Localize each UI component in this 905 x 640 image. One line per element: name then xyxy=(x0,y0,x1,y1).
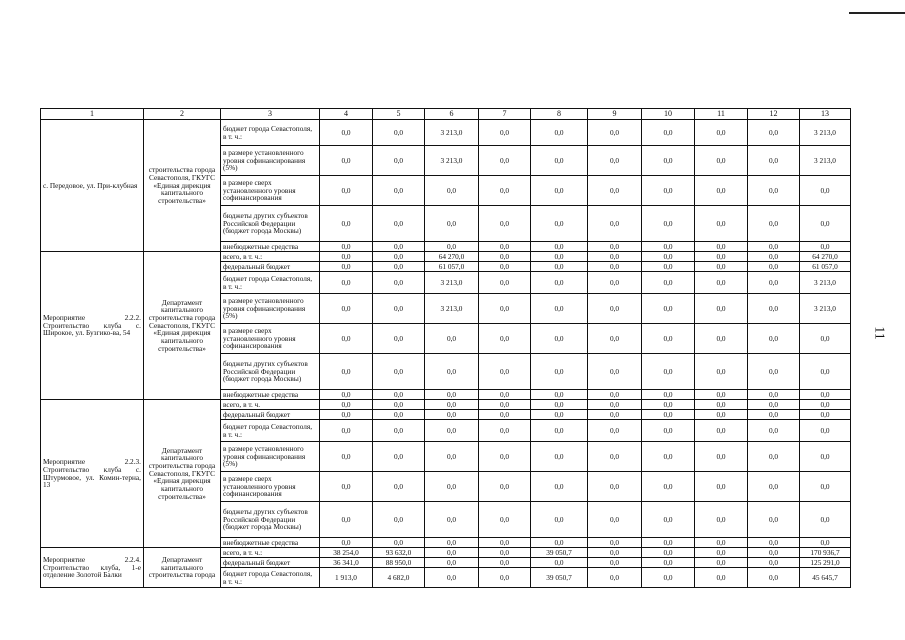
value-cell: 0,0 xyxy=(320,120,373,146)
column-header-1: 1 xyxy=(41,109,144,120)
value-cell: 0,0 xyxy=(373,120,425,146)
value-cell: 0,0 xyxy=(320,272,373,294)
funding-source-label: бюджет города Севастополя, в т. ч.: xyxy=(221,272,320,294)
value-cell: 0,0 xyxy=(320,294,373,324)
value-cell: 0,0 xyxy=(642,558,695,568)
value-cell: 0,0 xyxy=(479,262,531,272)
value-cell: 0,0 xyxy=(588,146,642,176)
value-cell: 0,0 xyxy=(748,390,800,400)
funding-source-label: внебюджетные средства xyxy=(221,538,320,548)
value-cell: 0,0 xyxy=(320,354,373,390)
measure-name: Мероприятие 2.2.3. Строительство клуба с. Штурмовое, ул. Комин-терна, 13 xyxy=(41,400,144,548)
value-cell: 0,0 xyxy=(588,568,642,588)
value-cell: 0,0 xyxy=(800,472,851,502)
column-header-9: 9 xyxy=(588,109,642,120)
value-cell: 0,0 xyxy=(479,410,531,420)
value-cell: 0,0 xyxy=(320,252,373,262)
column-header-4: 4 xyxy=(320,109,373,120)
value-cell: 0,0 xyxy=(695,472,748,502)
value-cell: 64 270,0 xyxy=(800,252,851,262)
top-rule xyxy=(849,12,905,14)
funding-source-label: бюджет города Севастополя, в т. ч.: xyxy=(221,120,320,146)
value-cell: 0,0 xyxy=(479,390,531,400)
column-header-7: 7 xyxy=(479,109,531,120)
value-cell: 0,0 xyxy=(748,568,800,588)
value-cell: 0,0 xyxy=(531,252,588,262)
value-cell: 0,0 xyxy=(373,146,425,176)
value-cell: 0,0 xyxy=(373,252,425,262)
value-cell: 0,0 xyxy=(425,568,479,588)
value-cell: 0,0 xyxy=(479,568,531,588)
value-cell: 0,0 xyxy=(479,294,531,324)
funding-source-label: федеральный бюджет xyxy=(221,410,320,420)
value-cell: 0,0 xyxy=(695,442,748,472)
value-cell: 0,0 xyxy=(531,400,588,410)
value-cell: 0,0 xyxy=(695,400,748,410)
value-cell: 0,0 xyxy=(373,176,425,206)
value-cell: 0,0 xyxy=(373,262,425,272)
value-cell: 0,0 xyxy=(479,120,531,146)
value-cell: 0,0 xyxy=(425,354,479,390)
value-cell: 0,0 xyxy=(588,390,642,400)
value-cell: 0,0 xyxy=(531,558,588,568)
value-cell: 0,0 xyxy=(800,324,851,354)
value-cell: 0,0 xyxy=(748,400,800,410)
value-cell: 0,0 xyxy=(695,252,748,262)
funding-source-label: в размере установленного уровня софинансирования (5%) xyxy=(221,294,320,324)
value-cell: 0,0 xyxy=(748,252,800,262)
value-cell: 0,0 xyxy=(695,294,748,324)
header-row xyxy=(41,109,851,120)
value-cell: 0,0 xyxy=(531,272,588,294)
value-cell: 0,0 xyxy=(479,146,531,176)
funding-source-label: бюджеты других субъектов Российской Федерации (бюджет города Москвы) xyxy=(221,354,320,390)
value-cell: 0,0 xyxy=(800,502,851,538)
value-cell: 0,0 xyxy=(588,354,642,390)
value-cell: 0,0 xyxy=(695,120,748,146)
value-cell: 0,0 xyxy=(320,400,373,410)
value-cell: 0,0 xyxy=(642,242,695,252)
value-cell: 0,0 xyxy=(531,176,588,206)
value-cell: 0,0 xyxy=(800,206,851,242)
value-cell: 0,0 xyxy=(479,442,531,472)
column-header-10: 10 xyxy=(642,109,695,120)
funding-source-label: всего, в т. ч. xyxy=(221,400,320,410)
value-cell: 39 050,7 xyxy=(531,548,588,558)
value-cell: 0,0 xyxy=(695,568,748,588)
value-cell: 0,0 xyxy=(800,538,851,548)
value-cell: 0,0 xyxy=(320,442,373,472)
column-header-8: 8 xyxy=(531,109,588,120)
value-cell: 0,0 xyxy=(748,272,800,294)
value-cell: 0,0 xyxy=(588,272,642,294)
value-cell: 0,0 xyxy=(748,502,800,538)
value-cell: 39 050,7 xyxy=(531,568,588,588)
value-cell: 0,0 xyxy=(642,568,695,588)
value-cell: 36 341,0 xyxy=(320,558,373,568)
table-body xyxy=(41,120,851,588)
financing-table xyxy=(40,108,851,588)
value-cell: 93 632,0 xyxy=(373,548,425,558)
value-cell: 0,0 xyxy=(695,354,748,390)
value-cell: 0,0 xyxy=(642,324,695,354)
value-cell: 0,0 xyxy=(373,354,425,390)
value-cell: 3 213,0 xyxy=(800,146,851,176)
column-header-13: 13 xyxy=(800,109,851,120)
value-cell: 0,0 xyxy=(479,252,531,262)
funding-source-label: в размере сверх установленного уровня софинансирования xyxy=(221,176,320,206)
value-cell: 0,0 xyxy=(800,400,851,410)
funding-source-label: бюджеты других субъектов Российской Федерации (бюджет города Москвы) xyxy=(221,206,320,242)
value-cell: 0,0 xyxy=(748,206,800,242)
value-cell: 0,0 xyxy=(642,252,695,262)
value-cell: 0,0 xyxy=(425,502,479,538)
value-cell: 0,0 xyxy=(531,120,588,146)
value-cell: 0,0 xyxy=(531,324,588,354)
value-cell: 0,0 xyxy=(531,294,588,324)
value-cell: 0,0 xyxy=(531,262,588,272)
value-cell: 0,0 xyxy=(479,324,531,354)
value-cell: 0,0 xyxy=(588,442,642,472)
value-cell: 0,0 xyxy=(642,146,695,176)
value-cell: 3 213,0 xyxy=(800,272,851,294)
measure-name: с. Передовое, ул. При-клубная xyxy=(41,120,144,252)
column-header-2: 2 xyxy=(144,109,221,120)
funding-source-label: бюджет города Севастополя, в т. ч.: xyxy=(221,420,320,442)
value-cell: 0,0 xyxy=(320,242,373,252)
value-cell: 0,0 xyxy=(695,548,748,558)
value-cell: 0,0 xyxy=(531,354,588,390)
value-cell: 0,0 xyxy=(479,242,531,252)
value-cell: 0,0 xyxy=(695,176,748,206)
value-cell: 0,0 xyxy=(695,146,748,176)
value-cell: 0,0 xyxy=(695,242,748,252)
value-cell: 0,0 xyxy=(373,400,425,410)
value-cell: 0,0 xyxy=(373,294,425,324)
value-cell: 0,0 xyxy=(425,472,479,502)
value-cell: 0,0 xyxy=(588,472,642,502)
value-cell: 0,0 xyxy=(425,558,479,568)
executor-name: Департамент капитального строительства города Севастополя, ГКУГС «Единая дирекция капитального строительства» xyxy=(144,400,221,548)
value-cell: 0,0 xyxy=(642,294,695,324)
value-cell: 0,0 xyxy=(642,410,695,420)
value-cell: 0,0 xyxy=(373,390,425,400)
value-cell: 0,0 xyxy=(320,538,373,548)
value-cell: 0,0 xyxy=(479,272,531,294)
funding-source-label: бюджеты других субъектов Российской Федерации (бюджет города Москвы) xyxy=(221,502,320,538)
value-cell: 4 682,0 xyxy=(373,568,425,588)
value-cell: 0,0 xyxy=(748,120,800,146)
funding-source-label: в размере сверх установленного уровня софинансирования xyxy=(221,472,320,502)
value-cell: 0,0 xyxy=(695,420,748,442)
value-cell: 0,0 xyxy=(479,538,531,548)
value-cell: 0,0 xyxy=(425,400,479,410)
value-cell: 0,0 xyxy=(373,472,425,502)
value-cell: 0,0 xyxy=(531,420,588,442)
funding-source-label: внебюджетные средства xyxy=(221,390,320,400)
value-cell: 3 213,0 xyxy=(800,120,851,146)
value-cell: 0,0 xyxy=(479,420,531,442)
table-row xyxy=(41,252,851,262)
value-cell: 0,0 xyxy=(425,548,479,558)
value-cell: 0,0 xyxy=(748,176,800,206)
value-cell: 0,0 xyxy=(588,252,642,262)
column-header-12: 12 xyxy=(748,109,800,120)
value-cell: 0,0 xyxy=(425,538,479,548)
value-cell: 0,0 xyxy=(642,548,695,558)
value-cell: 0,0 xyxy=(588,410,642,420)
value-cell: 0,0 xyxy=(531,242,588,252)
value-cell: 0,0 xyxy=(425,242,479,252)
funding-source-label: бюджет города Севастополя, в т. ч.: xyxy=(221,568,320,588)
value-cell: 0,0 xyxy=(748,146,800,176)
table-row xyxy=(41,400,851,410)
value-cell: 0,0 xyxy=(642,502,695,538)
value-cell: 0,0 xyxy=(748,294,800,324)
value-cell: 38 254,0 xyxy=(320,548,373,558)
value-cell: 0,0 xyxy=(479,558,531,568)
value-cell: 3 213,0 xyxy=(425,272,479,294)
value-cell: 0,0 xyxy=(425,410,479,420)
value-cell: 0,0 xyxy=(642,390,695,400)
value-cell: 0,0 xyxy=(748,558,800,568)
value-cell: 3 213,0 xyxy=(425,294,479,324)
value-cell: 0,0 xyxy=(588,538,642,548)
value-cell: 88 950,0 xyxy=(373,558,425,568)
value-cell: 0,0 xyxy=(695,502,748,538)
value-cell: 0,0 xyxy=(373,206,425,242)
value-cell: 0,0 xyxy=(642,120,695,146)
funding-source-label: внебюджетные средства xyxy=(221,242,320,252)
value-cell: 0,0 xyxy=(531,538,588,548)
value-cell: 0,0 xyxy=(531,390,588,400)
value-cell: 0,0 xyxy=(588,502,642,538)
value-cell: 0,0 xyxy=(748,538,800,548)
table-row xyxy=(41,548,851,558)
value-cell: 0,0 xyxy=(800,410,851,420)
value-cell: 0,0 xyxy=(479,472,531,502)
value-cell: 0,0 xyxy=(642,442,695,472)
value-cell: 0,0 xyxy=(642,176,695,206)
value-cell: 0,0 xyxy=(695,272,748,294)
value-cell: 0,0 xyxy=(695,538,748,548)
value-cell: 0,0 xyxy=(373,410,425,420)
value-cell: 0,0 xyxy=(695,410,748,420)
value-cell: 0,0 xyxy=(373,242,425,252)
value-cell: 0,0 xyxy=(695,206,748,242)
measure-name: Мероприятие 2.2.4. Строительство клуба, 1-е отделение Золотой Балки xyxy=(41,548,144,588)
value-cell: 0,0 xyxy=(748,262,800,272)
value-cell: 61 057,0 xyxy=(425,262,479,272)
value-cell: 0,0 xyxy=(748,548,800,558)
value-cell: 0,0 xyxy=(588,294,642,324)
value-cell: 0,0 xyxy=(373,420,425,442)
value-cell: 61 057,0 xyxy=(800,262,851,272)
table-row xyxy=(41,120,851,146)
column-header-5: 5 xyxy=(373,109,425,120)
value-cell: 0,0 xyxy=(588,206,642,242)
value-cell: 125 291,0 xyxy=(800,558,851,568)
value-cell: 0,0 xyxy=(642,206,695,242)
value-cell: 0,0 xyxy=(425,420,479,442)
value-cell: 0,0 xyxy=(425,176,479,206)
value-cell: 0,0 xyxy=(425,390,479,400)
value-cell: 0,0 xyxy=(588,400,642,410)
value-cell: 3 213,0 xyxy=(800,294,851,324)
value-cell: 0,0 xyxy=(800,390,851,400)
value-cell: 0,0 xyxy=(695,390,748,400)
value-cell: 0,0 xyxy=(320,176,373,206)
value-cell: 0,0 xyxy=(588,558,642,568)
value-cell: 0,0 xyxy=(695,262,748,272)
value-cell: 170 936,7 xyxy=(800,548,851,558)
value-cell: 0,0 xyxy=(531,146,588,176)
value-cell: 0,0 xyxy=(531,206,588,242)
value-cell: 0,0 xyxy=(320,420,373,442)
value-cell: 0,0 xyxy=(588,176,642,206)
value-cell: 0,0 xyxy=(479,206,531,242)
value-cell: 0,0 xyxy=(748,472,800,502)
value-cell: 0,0 xyxy=(531,410,588,420)
value-cell: 0,0 xyxy=(373,538,425,548)
value-cell: 0,0 xyxy=(588,120,642,146)
value-cell: 0,0 xyxy=(588,262,642,272)
value-cell: 0,0 xyxy=(425,206,479,242)
funding-source-label: всего, в т. ч.: xyxy=(221,548,320,558)
value-cell: 0,0 xyxy=(695,324,748,354)
value-cell: 0,0 xyxy=(642,400,695,410)
value-cell: 0,0 xyxy=(479,176,531,206)
funding-source-label: всего, в т. ч.: xyxy=(221,252,320,262)
value-cell: 0,0 xyxy=(425,442,479,472)
value-cell: 0,0 xyxy=(479,400,531,410)
value-cell: 0,0 xyxy=(642,354,695,390)
value-cell: 0,0 xyxy=(642,272,695,294)
value-cell: 0,0 xyxy=(748,442,800,472)
value-cell: 0,0 xyxy=(320,390,373,400)
measure-name: Мероприятие 2.2.2. Строительство клуба с. Широкое, ул. Бузгико-ва, 54 xyxy=(41,252,144,400)
value-cell: 1 913,0 xyxy=(320,568,373,588)
value-cell: 0,0 xyxy=(800,420,851,442)
value-cell: 64 270,0 xyxy=(425,252,479,262)
value-cell: 0,0 xyxy=(748,324,800,354)
value-cell: 0,0 xyxy=(531,472,588,502)
value-cell: 3 213,0 xyxy=(425,120,479,146)
value-cell: 0,0 xyxy=(588,242,642,252)
value-cell: 0,0 xyxy=(695,558,748,568)
value-cell: 0,0 xyxy=(642,472,695,502)
funding-source-label: федеральный бюджет xyxy=(221,558,320,568)
value-cell: 0,0 xyxy=(800,176,851,206)
value-cell: 0,0 xyxy=(373,272,425,294)
value-cell: 0,0 xyxy=(320,472,373,502)
funding-source-label: федеральный бюджет xyxy=(221,262,320,272)
value-cell: 0,0 xyxy=(320,324,373,354)
value-cell: 0,0 xyxy=(642,420,695,442)
value-cell: 0,0 xyxy=(588,420,642,442)
value-cell: 0,0 xyxy=(373,502,425,538)
value-cell: 0,0 xyxy=(531,502,588,538)
value-cell: 0,0 xyxy=(320,410,373,420)
funding-source-label: в размере установленного уровня софинансирования (5%) xyxy=(221,146,320,176)
value-cell: 3 213,0 xyxy=(425,146,479,176)
value-cell: 0,0 xyxy=(320,206,373,242)
value-cell: 45 645,7 xyxy=(800,568,851,588)
value-cell: 0,0 xyxy=(373,442,425,472)
value-cell: 0,0 xyxy=(748,410,800,420)
value-cell: 0,0 xyxy=(320,262,373,272)
column-header-3: 3 xyxy=(221,109,320,120)
value-cell: 0,0 xyxy=(642,538,695,548)
value-cell: 0,0 xyxy=(800,354,851,390)
value-cell: 0,0 xyxy=(748,242,800,252)
value-cell: 0,0 xyxy=(800,242,851,252)
value-cell: 0,0 xyxy=(642,262,695,272)
value-cell: 0,0 xyxy=(320,502,373,538)
value-cell: 0,0 xyxy=(479,548,531,558)
value-cell: 0,0 xyxy=(479,502,531,538)
value-cell: 0,0 xyxy=(320,146,373,176)
value-cell: 0,0 xyxy=(373,324,425,354)
funding-source-label: в размере установленного уровня софинансирования (5%) xyxy=(221,442,320,472)
funding-source-label: в размере сверх установленного уровня софинансирования xyxy=(221,324,320,354)
value-cell: 0,0 xyxy=(588,324,642,354)
column-header-11: 11 xyxy=(695,109,748,120)
column-header-6: 6 xyxy=(425,109,479,120)
executor-name: строительства города Севастополя, ГКУГС «Единая дирекция капитального строительства» xyxy=(144,120,221,252)
value-cell: 0,0 xyxy=(531,442,588,472)
value-cell: 0,0 xyxy=(425,324,479,354)
value-cell: 0,0 xyxy=(800,442,851,472)
executor-name: Департамент капитального строительства города xyxy=(144,548,221,588)
value-cell: 0,0 xyxy=(748,420,800,442)
page-number: 11 xyxy=(871,326,887,340)
value-cell: 0,0 xyxy=(588,548,642,558)
value-cell: 0,0 xyxy=(748,354,800,390)
executor-name: Департамент капитального строительства города Севастополя, ГКУГС «Единая дирекция капитального строительства» xyxy=(144,252,221,400)
value-cell: 0,0 xyxy=(479,354,531,390)
